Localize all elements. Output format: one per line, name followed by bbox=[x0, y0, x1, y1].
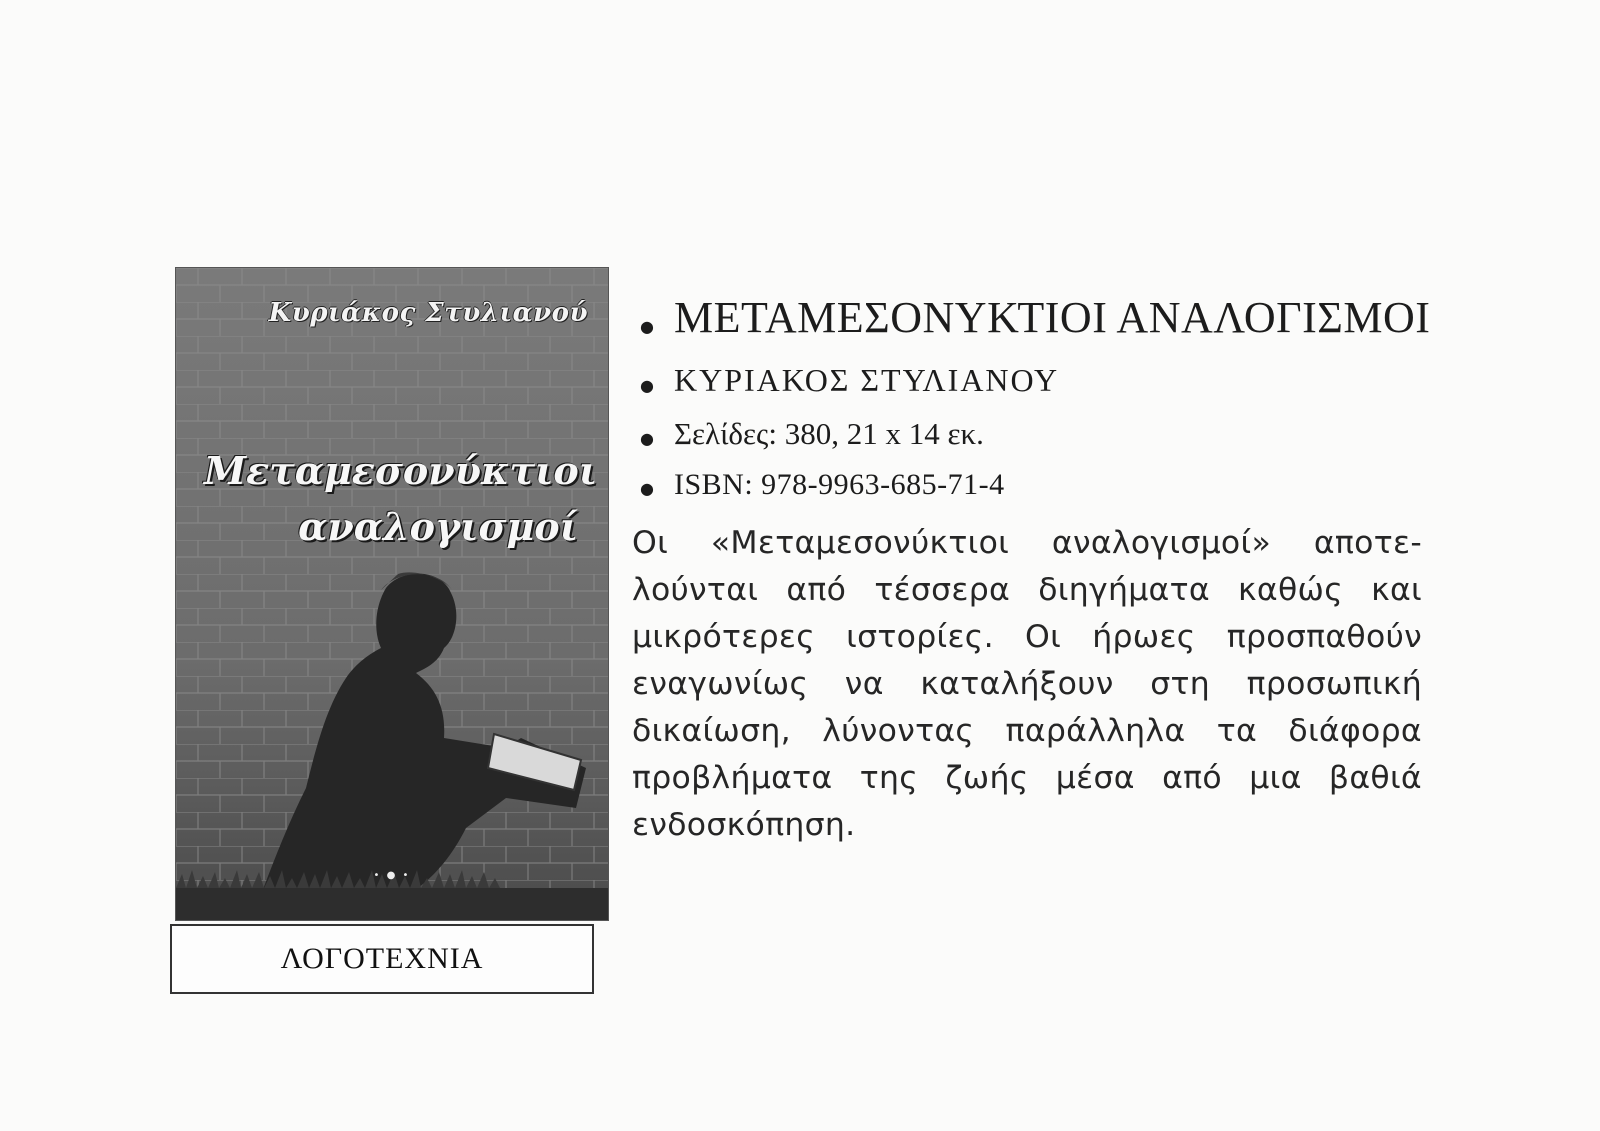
book-description bbox=[632, 520, 1422, 849]
description-line: μικρότερες ιστορίες. Οι ήρωες προσπαθούν bbox=[632, 619, 1422, 655]
bullet-icon: ● bbox=[640, 317, 654, 336]
book-title: ΜΕΤΑΜΕΣΟΝΥΚΤΙΟΙ ΑΝΑΛΟΓΙΣΜΟΙ bbox=[674, 293, 1431, 342]
bullet-icon: ● bbox=[640, 429, 654, 448]
description-line: λούνται από τέσσερα διηγήματα καθώς και bbox=[632, 572, 1422, 608]
cover-title-line-2: αναλογισμοί bbox=[298, 504, 578, 549]
detail-title bbox=[640, 292, 1430, 343]
cover-artwork bbox=[176, 268, 608, 920]
book-pages: Σελίδες: 380, 21 x 14 εκ. bbox=[674, 416, 984, 451]
detail-author bbox=[640, 362, 1059, 399]
book-isbn: ISBN: 978-9963-685-71-4 bbox=[674, 468, 1005, 501]
book-cover bbox=[176, 268, 608, 920]
bullet-icon: ● bbox=[640, 479, 654, 498]
publisher-logo: • ● • bbox=[373, 870, 411, 881]
description-line: προβλήματα της ζωής μέσα από μια βαθιά bbox=[632, 760, 1422, 796]
description-line: ενδοσκόπηση. bbox=[632, 807, 856, 843]
cover-author: Κυριάκος Στυλιανού bbox=[268, 298, 588, 328]
detail-pages bbox=[640, 416, 984, 452]
book-author: ΚΥΡΙΑΚΟΣ ΣΤΥΛΙΑΝΟΥ bbox=[674, 362, 1060, 398]
category-label: ΛΟΓΟΤΕΧΝΙΑ bbox=[280, 942, 484, 975]
description-line: Οι «Μεταμεσονύκτιοι αναλογισμοί» αποτε- bbox=[632, 525, 1422, 561]
cover-title-line-1: Μεταμεσονύκτιοι bbox=[204, 448, 598, 493]
category-label-box bbox=[170, 924, 594, 994]
bullet-icon: ● bbox=[640, 376, 654, 395]
detail-isbn bbox=[640, 468, 1005, 502]
description-line: δικαίωση, λύνοντας παράλληλα τα διάφορα bbox=[632, 713, 1422, 749]
description-line: εναγωνίως να καταλήξουν στη προσωπική bbox=[632, 666, 1422, 702]
